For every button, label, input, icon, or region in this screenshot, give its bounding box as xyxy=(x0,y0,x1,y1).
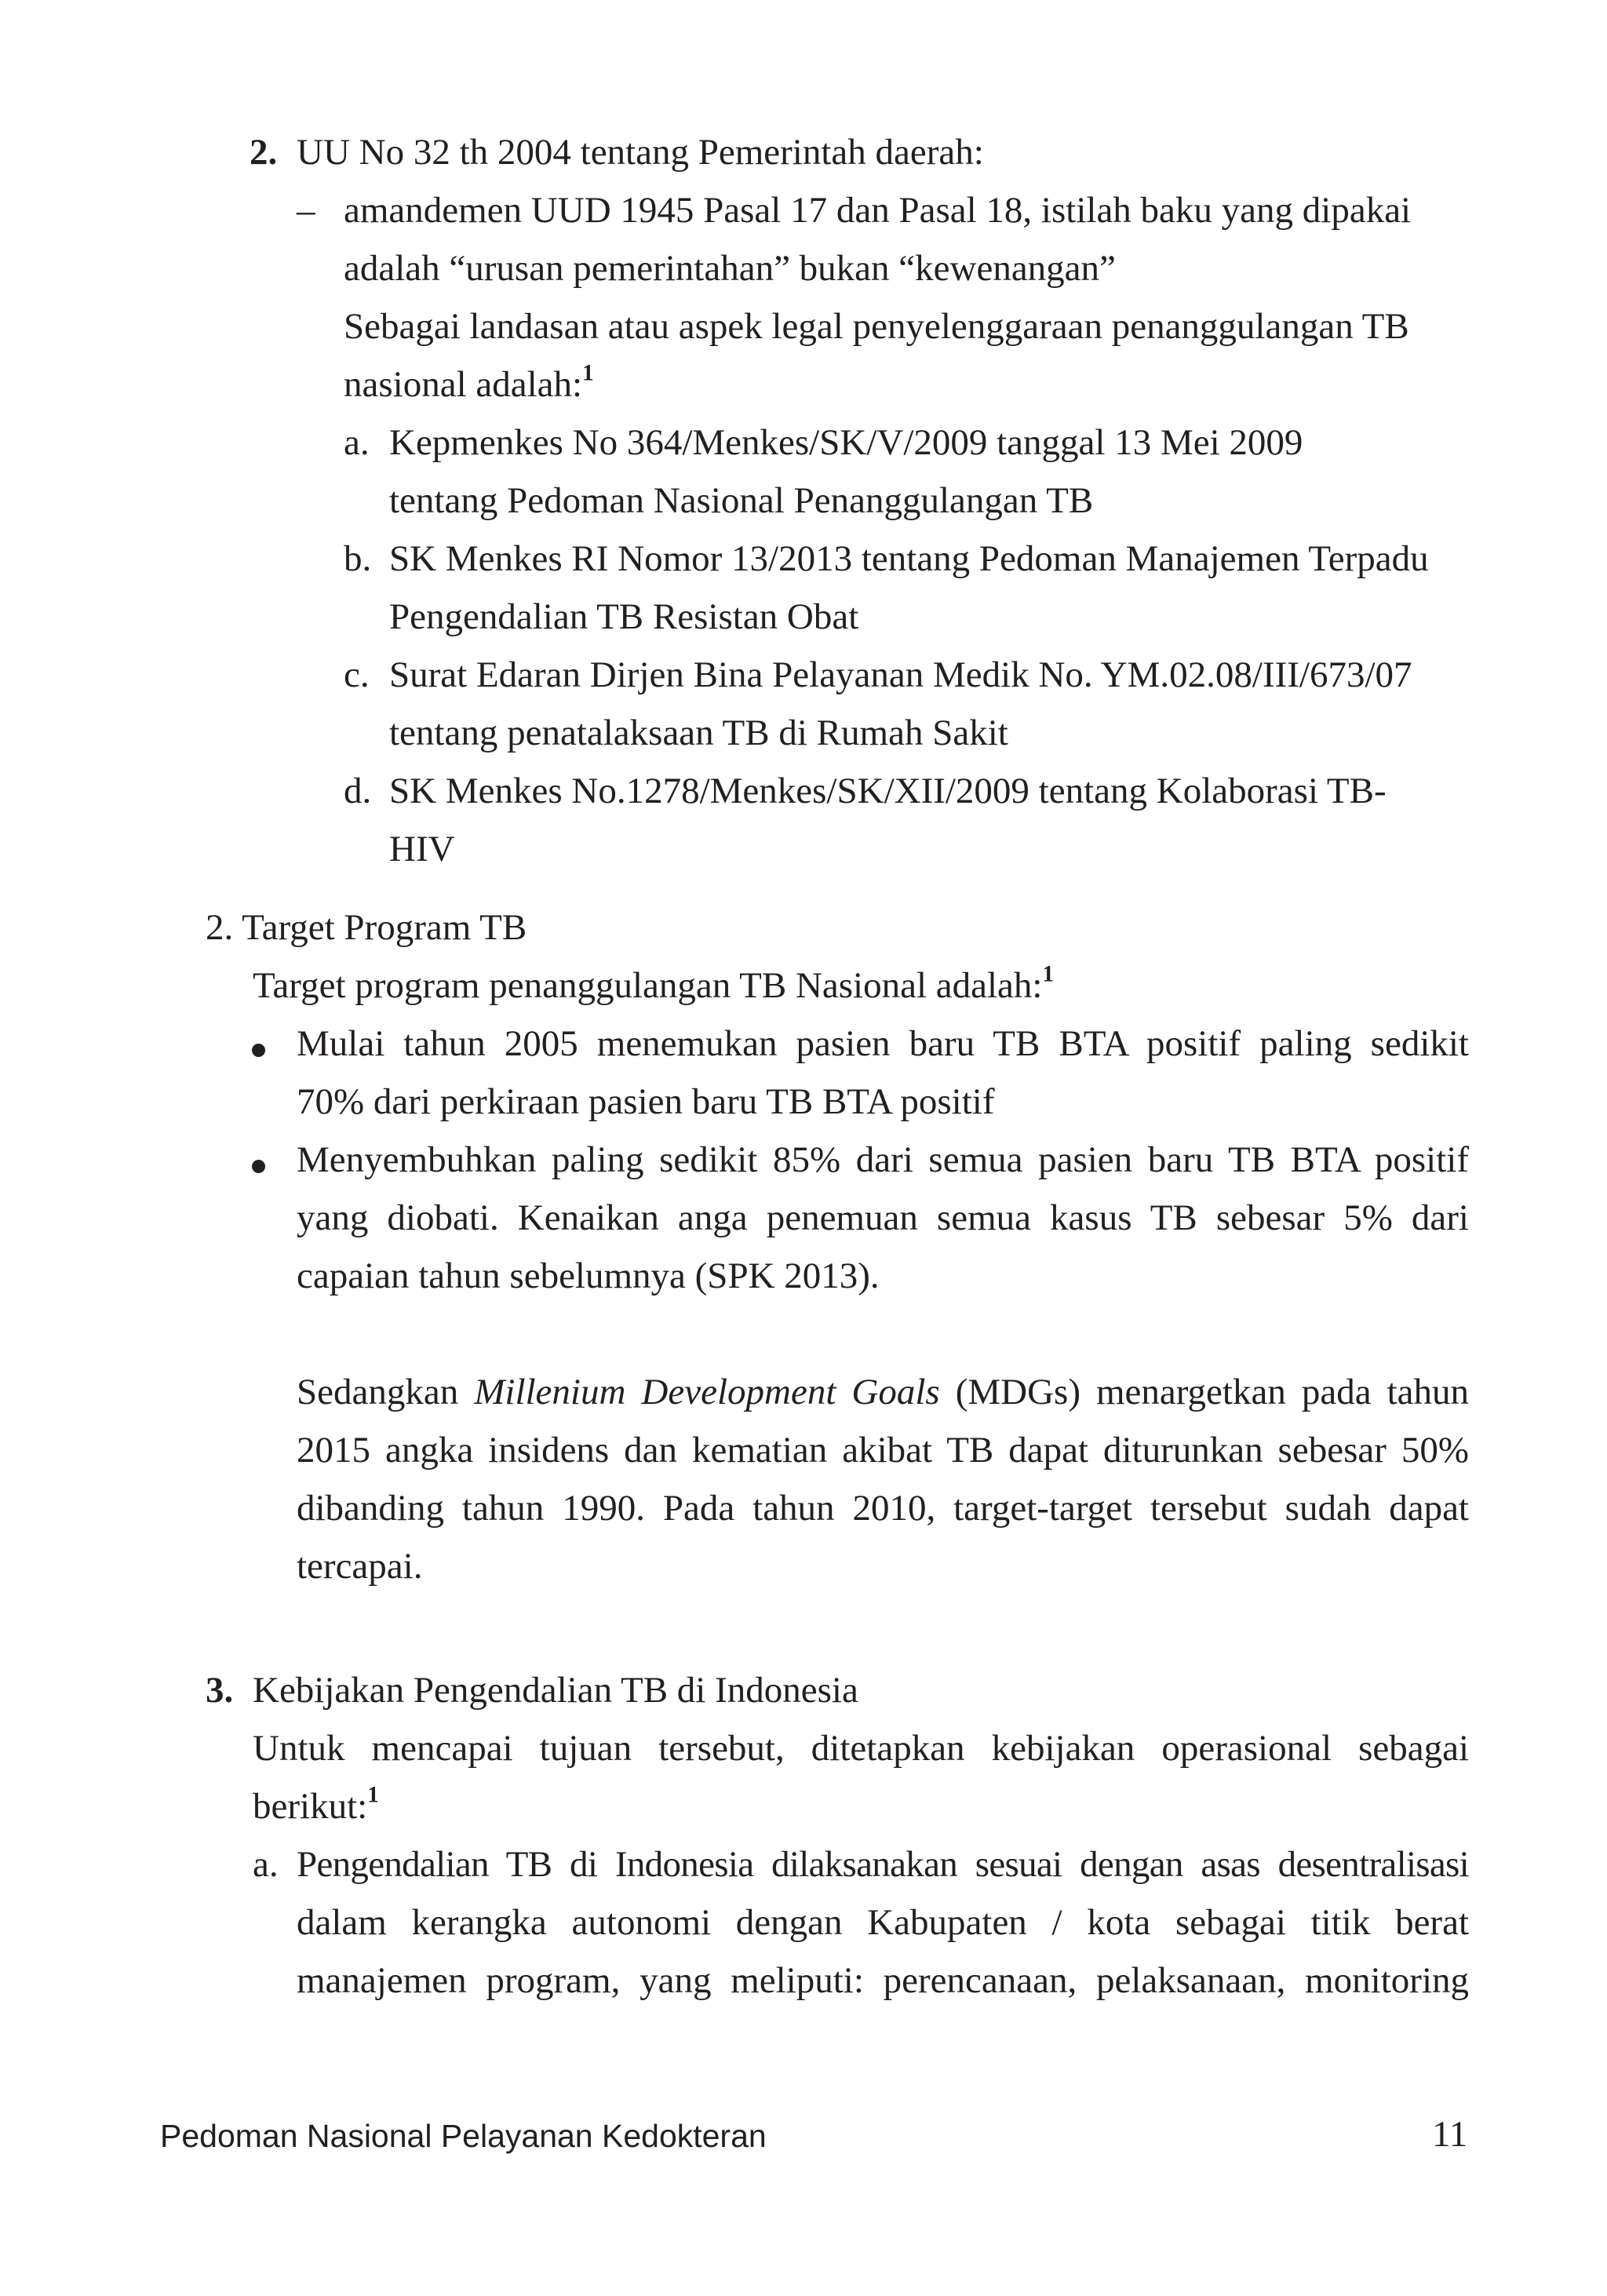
list-item-line: HIV xyxy=(389,829,455,869)
paragraph-line: nasional adalah:$^1$ xyxy=(344,360,594,405)
page-number: 11 xyxy=(1432,2114,1468,2155)
footer-title: Pedoman Nasional Pelayanan Kedokteran xyxy=(160,2118,767,2154)
paragraph-line: berikut:$^1$ xyxy=(253,1782,379,1827)
footnote-ref: 1 xyxy=(367,1782,379,1808)
section-title: Kebijakan Pengendalian TB di Indonesia xyxy=(253,1670,858,1711)
dash-text-line: adalah “urusan pemerintahan” bukan “kewenangan” xyxy=(344,248,1116,289)
list-item-line: tentang Pedoman Nasional Penanggulangan TB xyxy=(389,480,1094,521)
list-item-line: Pengendalian TB Resistan Obat xyxy=(389,596,859,637)
bullet-text-line: yang diobati. Kenaikan anga penemuan semua kasus TB sebesar 5% dari xyxy=(297,1197,1469,1238)
list-item-line: Kepmenkes No 364/Menkes/SK/V/2009 tanggal 13 Mei 2009 xyxy=(389,422,1303,463)
paragraph-line: Target program penanggulangan TB Nasional adalah:$^1$ xyxy=(253,961,1055,1006)
list-item-line: SK Menkes No.1278/Menkes/SK/XII/2009 tentang Kolaborasi TB- xyxy=(389,771,1387,811)
list-item-line: SK Menkes RI Nomor 13/2013 tentang Pedoman Manajemen Terpadu xyxy=(389,538,1429,579)
footnote-ref: 1 xyxy=(582,360,594,386)
list-letter: c. xyxy=(344,654,370,695)
paragraph-line: Untuk mencapai tujuan tersebut, ditetapkan kebijakan operasional sebagai xyxy=(253,1728,1469,1769)
list-item-line: Surat Edaran Dirjen Bina Pelayanan Medik No. YM.02.08/III/673/07 xyxy=(389,654,1412,695)
dash-marker: – xyxy=(297,190,315,231)
bullet-marker xyxy=(252,1044,265,1057)
list-letter: d. xyxy=(344,771,372,811)
bullet-text-line: Mulai tahun 2005 menemukan pasien baru TB BTA positif paling sedikit xyxy=(297,1023,1469,1064)
section-number: 2. xyxy=(250,132,278,173)
list-item-line: tentang penatalaksaan TB di Rumah Sakit xyxy=(389,712,1008,753)
section-heading: 2. Target Program TB xyxy=(206,907,527,948)
section-title: UU No 32 th 2004 tentang Pemerintah daerah: xyxy=(297,132,984,173)
list-item-line: manajemen program, yang meliputi: perencanaan, pelaksanaan, monitoring xyxy=(297,1960,1469,2001)
footnote-ref: 1 xyxy=(1042,961,1055,987)
paragraph-line: tercapai. xyxy=(297,1546,423,1587)
bullet-text-line: capaian tahun sebelumnya (SPK 2013). xyxy=(297,1256,880,1296)
list-letter: a. xyxy=(253,1844,279,1885)
bullet-marker xyxy=(252,1160,265,1173)
list-item-line: Pengendalian TB di Indonesia dilaksanakan sesuai dengan asas desentralisasi xyxy=(297,1844,1469,1885)
bullet-text-line: 70% dari perkiraan pasien baru TB BTA positif xyxy=(297,1081,995,1122)
list-letter: b. xyxy=(344,538,372,579)
section-number: 3. xyxy=(206,1670,234,1711)
paragraph-line: Sebagai landasan atau aspek legal penyelenggaraan penanggulangan TB xyxy=(344,306,1409,347)
paragraph-line: Sedangkan Millenium Development Goals (MDGs) menargetkan pada tahun xyxy=(297,1372,1469,1412)
bullet-text-line: Menyembuhkan paling sedikit 85% dari semua pasien baru TB BTA positif xyxy=(297,1139,1469,1180)
list-item-line: dalam kerangka autonomi dengan Kabupaten / kota sebagai titik berat xyxy=(297,1902,1469,1943)
dash-text-line: amandemen UUD 1945 Pasal 17 dan Pasal 18, istilah baku yang dipakai xyxy=(344,190,1412,231)
paragraph-line: 2015 angka insidens dan kematian akibat TB dapat diturunkan sebesar 50% xyxy=(297,1430,1469,1471)
paragraph-line: dibanding tahun 1990. Pada tahun 2010, target-target tersebut sudah dapat xyxy=(297,1488,1469,1529)
italic-term: Millenium Development Goals xyxy=(474,1372,940,1412)
list-letter: a. xyxy=(344,422,370,463)
